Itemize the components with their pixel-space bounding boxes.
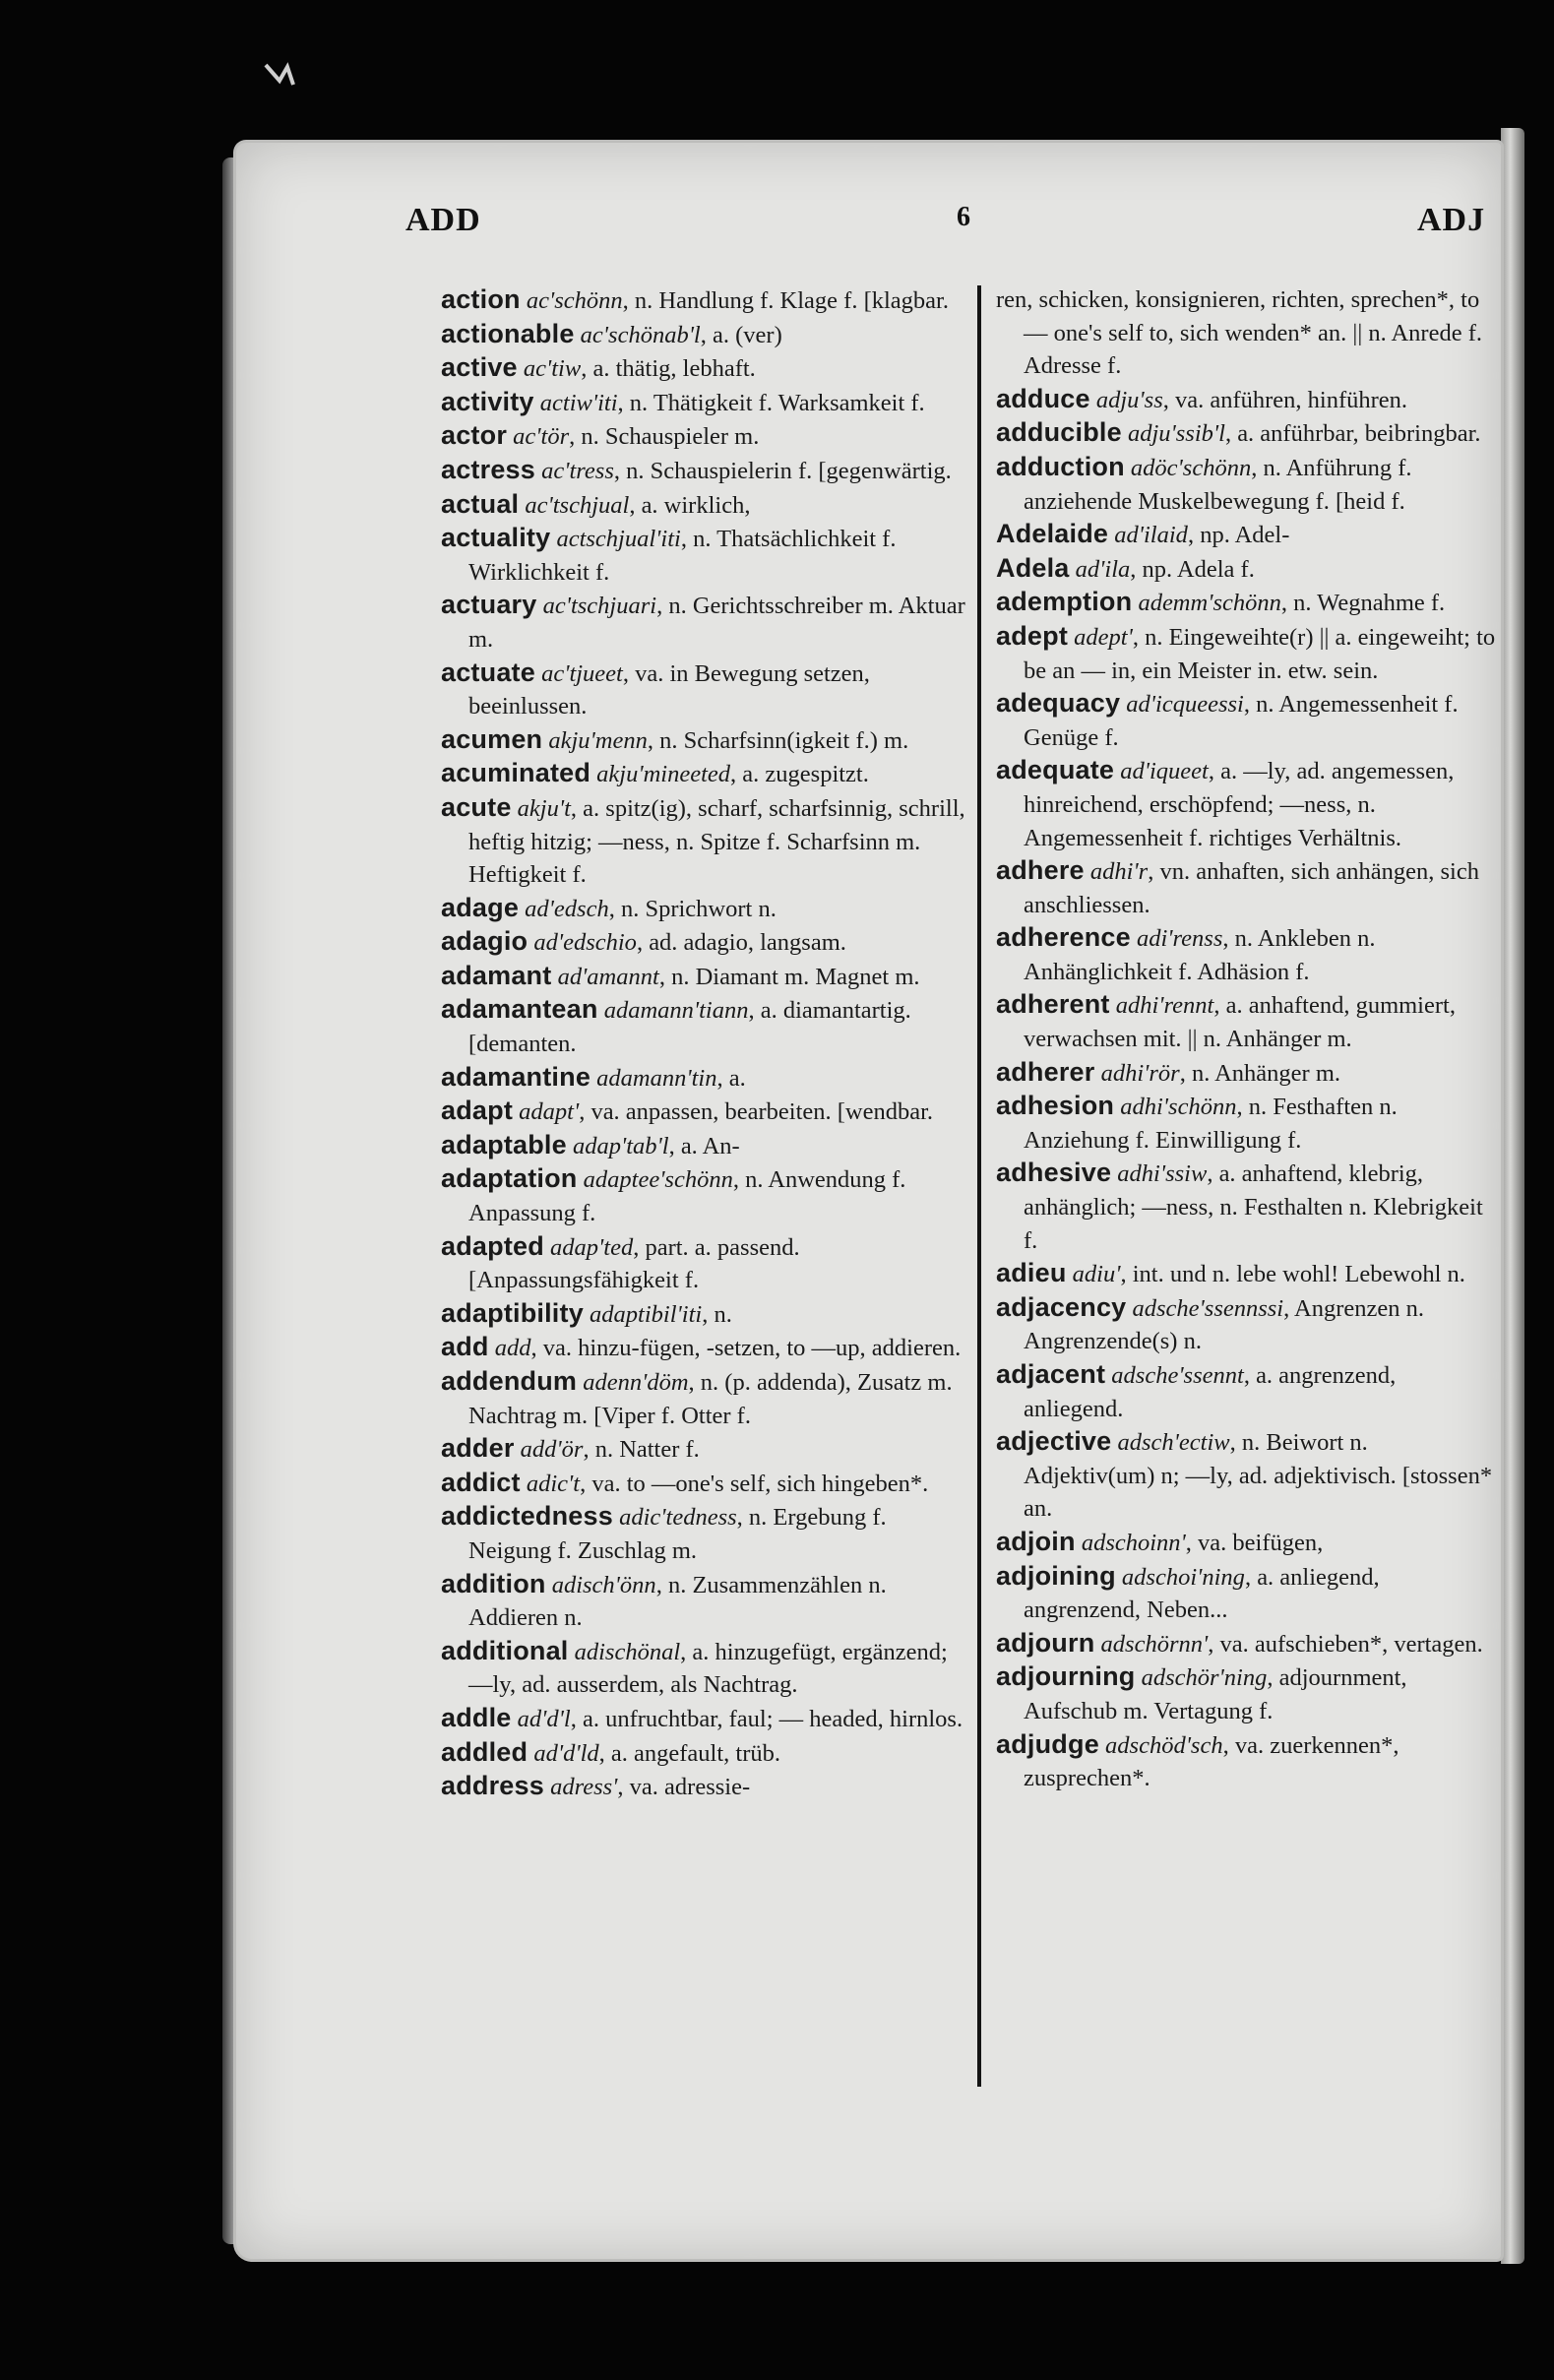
entry-headword: actual xyxy=(441,488,520,519)
entry-headword: action xyxy=(441,284,521,314)
entry-definition: , n. Angemessenheit f. Genüge f. xyxy=(1024,691,1459,751)
entry-pronunciation: ac'tiw xyxy=(523,355,582,383)
entry-headword: adhere xyxy=(996,855,1085,886)
dictionary-entry xyxy=(996,988,1498,1055)
page-right-edge xyxy=(1501,128,1524,2264)
entry-definition: , n. Wegnahme f. xyxy=(1280,590,1446,617)
entry-headword: adjacency xyxy=(996,1291,1127,1322)
entry-pronunciation: adsche'ssennssi xyxy=(1132,1294,1284,1322)
entry-headword: adagio xyxy=(441,926,528,957)
dictionary-entry xyxy=(996,1291,1498,1358)
right-column xyxy=(996,283,1498,1795)
entry-pronunciation: adhi'ssiw xyxy=(1117,1160,1208,1188)
entry-headword: addendum xyxy=(441,1366,578,1396)
entry-pronunciation: ac'tschjuari xyxy=(542,593,657,620)
entry-headword: adequate xyxy=(996,755,1115,785)
entry-definition: , a. angefault, trüb. xyxy=(598,1739,781,1767)
column-divider xyxy=(977,285,981,2087)
dictionary-entry xyxy=(996,1660,1498,1727)
entry-pronunciation: add xyxy=(494,1335,531,1362)
entry-definition: , a. hinzugefügt, ergänzend; —ly, ad. ausserdem, als Nachtrag. xyxy=(468,1638,948,1699)
dictionary-entry xyxy=(441,283,972,318)
dictionary-entry xyxy=(996,1560,1498,1627)
entry-headword: adjourning xyxy=(996,1661,1136,1692)
entry-pronunciation: adhi'r xyxy=(1089,858,1149,886)
entry-headword: adage xyxy=(441,892,520,922)
dictionary-entry xyxy=(441,318,972,352)
entry-headword: addictedness xyxy=(441,1501,613,1532)
entry-pronunciation: adju'ssib'l xyxy=(1127,420,1225,448)
entry-definition: , va. adressie- xyxy=(617,1774,751,1801)
dictionary-entry xyxy=(441,1432,972,1467)
dictionary-entry xyxy=(441,1095,972,1129)
entry-headword: adaptation xyxy=(441,1163,578,1194)
entry-pronunciation: adhi'rennt xyxy=(1115,992,1214,1020)
dictionary-entry xyxy=(996,1358,1498,1425)
entry-definition: , a. wirklich, xyxy=(629,491,751,519)
dictionary-entry xyxy=(441,1230,972,1297)
entry-pronunciation: adsch'ectiw xyxy=(1117,1429,1230,1457)
entry-pronunciation: adept' xyxy=(1074,623,1133,651)
entry-headword: adhesion xyxy=(996,1091,1115,1121)
entry-headword: adduction xyxy=(996,451,1125,481)
entry-definition: , n. Schauspielerin f. [gegenwärtig. xyxy=(613,457,952,484)
entry-pronunciation: adap'ted xyxy=(550,1233,634,1261)
entry-headword: adder xyxy=(441,1433,515,1464)
entry-definition: , n. Anführung f. anziehende Muskelbewegung f. [heid f. xyxy=(1024,454,1412,515)
entry-definition: , a. xyxy=(716,1064,746,1092)
entry-pronunciation: ad'd'l xyxy=(517,1705,571,1732)
entry-pronunciation: ac'tör xyxy=(513,423,570,451)
entry-headword: active xyxy=(441,352,518,383)
dictionary-entry xyxy=(441,1297,972,1332)
entry-pronunciation: adsche'ssennt xyxy=(1111,1362,1244,1389)
entry-headword: adamant xyxy=(441,960,552,990)
entry-pronunciation: akju't xyxy=(517,794,571,822)
entry-definition: , a. —ly, ad. angemessen, hinreichend, erschöpfend; —ness, n. Angemessenheit f. richtiges Verhältnis. xyxy=(1024,758,1455,851)
entry-pronunciation: adic'tedness xyxy=(619,1504,737,1532)
entry-definition: , a. An- xyxy=(668,1132,740,1159)
dictionary-entry xyxy=(996,451,1498,518)
dictionary-entry xyxy=(441,522,972,589)
dictionary-entry xyxy=(996,1526,1498,1560)
dictionary-entry xyxy=(996,586,1498,620)
entry-pronunciation: adschoi'ning xyxy=(1121,1563,1245,1591)
entry-pronunciation: adi'renss xyxy=(1137,925,1223,953)
entry-pronunciation: add'ör xyxy=(520,1436,584,1464)
entry-definition: , va. zuerkennen*, zusprechen*. xyxy=(1024,1731,1399,1792)
dictionary-entry xyxy=(441,419,972,454)
entry-headword: actress xyxy=(441,454,535,484)
dictionary-entry xyxy=(441,1365,972,1432)
entry-pronunciation: adap'tab'l xyxy=(572,1132,669,1159)
entry-headword: adherer xyxy=(996,1056,1095,1087)
dictionary-entry xyxy=(441,1500,972,1567)
dictionary-entry xyxy=(441,1635,972,1702)
entry-headword: ademption xyxy=(996,587,1133,617)
entry-definition: , a. anführbar, beibringbar. xyxy=(1224,420,1481,448)
entry-definition: , a. (ver) xyxy=(700,321,782,348)
entry-pronunciation: adschöd'sch xyxy=(1105,1731,1223,1759)
entry-headword: actuality xyxy=(441,523,551,553)
entry-headword: address xyxy=(441,1771,544,1801)
entry-definition: , n. xyxy=(702,1300,732,1328)
dictionary-entry xyxy=(996,283,1498,383)
entry-definition: , n. (p. addenda), Zusatz m. Nachtrag m. [Viper f. Otter f. xyxy=(468,1369,953,1429)
entry-pronunciation: ad'iqueet xyxy=(1120,758,1209,785)
dictionary-entry xyxy=(441,1568,972,1635)
entry-pronunciation: ad'icqueessi xyxy=(1126,691,1244,719)
entry-pronunciation: actiw'iti xyxy=(539,389,618,416)
entry-definition: , n. Sprichwort n. xyxy=(608,895,777,922)
entry-headword: Adela xyxy=(996,552,1070,583)
dictionary-entry xyxy=(441,993,972,1060)
running-head-right: ADJ xyxy=(1417,202,1486,238)
entry-headword: add xyxy=(441,1332,489,1362)
dictionary-entry xyxy=(996,552,1498,587)
entry-definition: , np. Adel- xyxy=(1187,522,1290,549)
entry-definition: , n. Thatsächlichkeit f. Wirklichkeit f. xyxy=(468,526,897,586)
entry-pronunciation: adisch'önn xyxy=(551,1571,656,1598)
entry-definition: , int. und n. lebe wohl! Lebewohl n. xyxy=(1120,1261,1465,1288)
entry-headword: actuary xyxy=(441,590,537,620)
entry-headword: adjoin xyxy=(996,1526,1076,1556)
entry-definition: , a. unfruchtbar, faul; — headed, hirnlos. xyxy=(570,1705,963,1732)
entry-pronunciation: adenn'döm xyxy=(583,1369,689,1396)
dictionary-entry xyxy=(441,757,972,791)
entry-definition: , va. anführen, hinführen. xyxy=(1162,386,1408,413)
entry-pronunciation: akju'menn xyxy=(548,726,648,754)
entry-headword: adjourn xyxy=(996,1627,1095,1658)
entry-headword: additional xyxy=(441,1635,569,1665)
entry-definition: , n. Ankleben n. Anhänglichkeit f. Adhäsion f. xyxy=(1024,925,1376,985)
entry-headword: adaptibility xyxy=(441,1297,584,1328)
entry-pronunciation: ademm'schönn xyxy=(1138,590,1281,617)
entry-pronunciation: ac'tjueet xyxy=(541,659,623,687)
dictionary-entry xyxy=(996,687,1498,754)
dictionary-entry xyxy=(996,620,1498,687)
entry-pronunciation: adiu' xyxy=(1072,1261,1121,1288)
entry-pronunciation: adöc'schönn xyxy=(1130,454,1252,481)
entry-definition: , a. anhaftend, klebrig, anhänglich; —ness, n. Festhalten n. Klebrigkeit f. xyxy=(1024,1160,1483,1254)
entry-headword: addled xyxy=(441,1736,528,1767)
entry-definition: , n. Anwendung f. Anpassung f. xyxy=(468,1166,906,1227)
entry-pronunciation: adic't xyxy=(526,1470,581,1497)
entry-definition: ren, schicken, konsignieren, richten, sprechen*, to — one's self to, sich wenden* an. || n. Anrede f. Adresse f. xyxy=(996,286,1483,380)
entry-headword: adhesive xyxy=(996,1158,1112,1188)
entry-definition: , vn. anhaften, sich anhängen, sich anschliessen. xyxy=(1024,858,1479,918)
entry-pronunciation: adschörnn' xyxy=(1100,1630,1209,1658)
entry-headword: adduce xyxy=(996,383,1090,413)
dictionary-entry xyxy=(441,723,972,758)
entry-headword: actor xyxy=(441,420,508,451)
entry-definition: , n. Festhaften n. Anziehung f. Einwilligung f. xyxy=(1024,1094,1398,1154)
entry-definition: , va. in Bewegung setzen, beeinlussen. xyxy=(468,659,870,720)
entry-definition: , a. thätig, lebhaft. xyxy=(581,355,756,383)
dictionary-entry xyxy=(441,1331,972,1365)
entry-definition: , a. angrenzend, anliegend. xyxy=(1024,1362,1397,1422)
dictionary-entry xyxy=(996,1257,1498,1291)
dictionary-entry xyxy=(441,1162,972,1229)
entry-pronunciation: adhi'rör xyxy=(1100,1059,1180,1087)
entry-definition: , np. Adela f. xyxy=(1130,555,1255,583)
dictionary-entry xyxy=(441,1736,972,1771)
entry-pronunciation: adress' xyxy=(550,1774,618,1801)
entry-headword: adherent xyxy=(996,989,1110,1020)
dictionary-entry xyxy=(441,791,972,892)
entry-pronunciation: ad'd'ld xyxy=(533,1739,599,1767)
entry-headword: acuminated xyxy=(441,758,591,788)
entry-definition: , va. beifügen, xyxy=(1185,1529,1324,1556)
entry-headword: activity xyxy=(441,386,534,416)
entry-headword: addition xyxy=(441,1568,546,1598)
entry-definition: , n. Anhänger m. xyxy=(1179,1059,1341,1087)
entry-definition: , n. Ergebung f. Neigung f. Zuschlag m. xyxy=(468,1504,887,1564)
entry-headword: adapted xyxy=(441,1230,544,1261)
entry-definition: , n. Handlung f. Klage f. [klagbar. xyxy=(622,287,949,314)
entry-headword: adamantine xyxy=(441,1061,591,1092)
entry-headword: adaptable xyxy=(441,1129,567,1159)
dictionary-entry xyxy=(441,386,972,420)
dictionary-entry xyxy=(996,921,1498,988)
entry-definition: , a. spitz(ig), scharf, scharfsinnig, schrill, heftig hitzig; —ness, n. Spitze f. Scharfsinn m. Heftigkeit f. xyxy=(468,794,965,889)
entry-headword: adieu xyxy=(996,1258,1067,1288)
entry-headword: acute xyxy=(441,791,512,822)
dictionary-entry xyxy=(996,1090,1498,1157)
dictionary-entry xyxy=(441,1467,972,1501)
entry-pronunciation: adamann'tiann xyxy=(603,997,749,1025)
entry-pronunciation: ac'tress xyxy=(541,457,614,484)
entry-pronunciation: ac'schönab'l xyxy=(580,321,701,348)
entry-pronunciation: adju'ss xyxy=(1095,386,1163,413)
page-number: 6 xyxy=(957,202,971,232)
entry-pronunciation: adschoinn' xyxy=(1081,1529,1186,1556)
film-speck-mark xyxy=(258,57,317,93)
dictionary-entry xyxy=(441,454,972,488)
entry-definition: , n. Beiwort n. Adjektiv(um) n; —ly, ad. adjektivisch. [stossen* an. xyxy=(1024,1429,1493,1523)
entry-pronunciation: ac'schönn xyxy=(526,287,623,314)
entry-pronunciation: adaptibil'iti xyxy=(590,1300,703,1328)
entry-pronunciation: adamann'tin xyxy=(596,1064,717,1092)
entry-definition: , va. anpassen, bearbeiten. [wendbar. xyxy=(579,1098,934,1126)
entry-headword: adherence xyxy=(996,922,1131,953)
entry-headword: Adelaide xyxy=(996,519,1109,549)
entry-definition: , n. Schauspieler m. xyxy=(569,423,760,451)
entry-definition: , n. Zusammenzählen n. Addieren n. xyxy=(468,1571,887,1632)
entry-definition: , n. Gerichtsschreiber m. Aktuar m. xyxy=(468,593,965,653)
dictionary-entry xyxy=(441,657,972,723)
entry-pronunciation: ad'amannt xyxy=(557,963,659,990)
dictionary-entry xyxy=(441,351,972,386)
entry-pronunciation: ad'ilaid xyxy=(1114,522,1188,549)
dictionary-entry xyxy=(441,960,972,994)
entry-headword: addict xyxy=(441,1467,521,1497)
running-head-left: ADD xyxy=(405,202,481,238)
entry-pronunciation: ad'edsch xyxy=(525,895,609,922)
entry-pronunciation: akju'mineeted xyxy=(596,761,731,788)
entry-pronunciation: adaptee'schönn xyxy=(583,1166,733,1194)
entry-headword: adequacy xyxy=(996,688,1121,719)
entry-definition: , part. a. passend. [Anpassungsfähigkeit f. xyxy=(468,1233,800,1294)
entry-definition: , ad. adagio, langsam. xyxy=(636,929,846,957)
entry-definition: , a. anliegend, angrenzend, Neben... xyxy=(1024,1563,1380,1624)
entry-headword: actionable xyxy=(441,318,575,348)
entry-headword: adamantean xyxy=(441,994,598,1025)
entry-pronunciation: actschjual'iti xyxy=(556,526,681,553)
dictionary-entry xyxy=(996,754,1498,854)
entry-definition: , va. to —one's self, sich hingeben*. xyxy=(580,1470,929,1497)
entry-definition: , adjournment, Aufschub m. Vertagung f. xyxy=(1024,1664,1407,1724)
dictionary-entry xyxy=(996,1056,1498,1091)
entry-definition: , n. Diamant m. Magnet m. xyxy=(658,963,920,990)
entry-headword: adjoining xyxy=(996,1560,1116,1591)
entry-definition: , a. diamantartig. [demanten. xyxy=(468,997,911,1058)
entry-definition: , n. Eingeweihte(r) || a. eingeweiht; to be an — in, ein Meister in. etw. sein. xyxy=(1024,623,1496,684)
entry-definition: , a. zugespitzt. xyxy=(730,761,869,788)
entry-definition: , Angrenzen n. Angrenzende(s) n. xyxy=(1024,1294,1424,1355)
entry-pronunciation: adschör'ning xyxy=(1141,1664,1268,1692)
entry-headword: adapt xyxy=(441,1096,514,1126)
dictionary-entry xyxy=(996,1627,1498,1661)
dictionary-entry xyxy=(996,854,1498,921)
entry-headword: actuate xyxy=(441,657,535,687)
entry-definition: , va. aufschieben*, vertagen. xyxy=(1208,1630,1483,1658)
entry-headword: acumen xyxy=(441,723,543,754)
entry-headword: adducible xyxy=(996,417,1122,448)
entry-definition: , n. Scharfsinn(igkeit f.) m. xyxy=(647,726,909,754)
dictionary-entry xyxy=(996,1425,1498,1526)
entry-headword: addle xyxy=(441,1702,512,1732)
dictionary-entry xyxy=(441,1061,972,1096)
dictionary-entry xyxy=(441,1702,972,1736)
dictionary-entry xyxy=(996,416,1498,451)
dictionary-entry xyxy=(441,925,972,960)
dictionary-entry xyxy=(996,1157,1498,1257)
entry-pronunciation: adhi'schönn xyxy=(1120,1094,1237,1121)
dictionary-entry xyxy=(441,1770,972,1804)
dictionary-entry xyxy=(996,383,1498,417)
entry-headword: adept xyxy=(996,620,1069,651)
dictionary-entry xyxy=(441,1129,972,1163)
entry-pronunciation: adischönal xyxy=(574,1638,681,1665)
left-column xyxy=(441,283,972,1804)
dictionary-entry xyxy=(441,589,972,656)
entry-definition: , a. anhaftend, gummiert, verwachsen mit. || n. Anhänger m. xyxy=(1024,992,1456,1053)
entry-pronunciation: ad'edschio xyxy=(533,929,637,957)
entry-pronunciation: ac'tschjual xyxy=(525,491,630,519)
dictionary-entry xyxy=(441,892,972,926)
dictionary-entry xyxy=(996,1728,1498,1795)
entry-definition: , va. hinzu-fügen, -setzen, to —up, addieren. xyxy=(530,1335,962,1362)
dictionary-entry xyxy=(996,518,1498,552)
dictionary-entry xyxy=(441,488,972,523)
entry-definition: , n. Thätigkeit f. Warksamkeit f. xyxy=(617,389,925,416)
entry-pronunciation: adapt' xyxy=(519,1098,580,1126)
entry-headword: adjacent xyxy=(996,1359,1106,1389)
entry-definition: , n. Natter f. xyxy=(583,1436,700,1464)
entry-headword: adjective xyxy=(996,1426,1112,1457)
entry-pronunciation: ad'ila xyxy=(1075,555,1131,583)
entry-headword: adjudge xyxy=(996,1728,1099,1759)
